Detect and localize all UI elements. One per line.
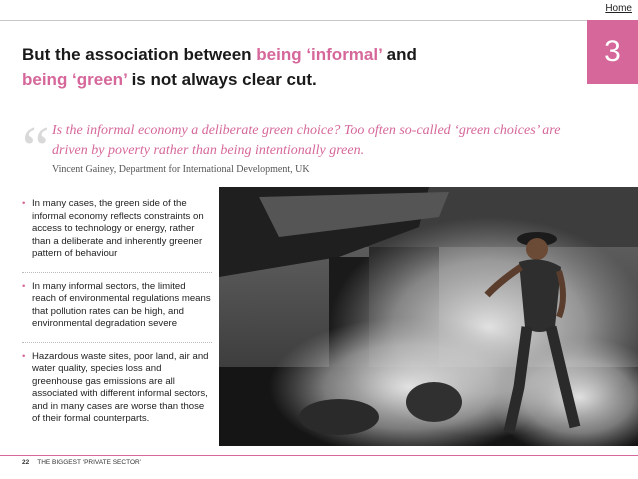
- title-part-1: But the association between: [22, 45, 257, 64]
- header-rule: [0, 20, 587, 21]
- quote-attribution: Vincent Gainey, Department for International Development, UK: [52, 164, 310, 175]
- list-item: [22, 281, 212, 331]
- publication-title: THE BIGGEST ‘PRIVATE SECTOR’: [37, 459, 142, 466]
- title-highlight-informal: being ‘informal’: [256, 45, 382, 64]
- list-item: [22, 351, 212, 426]
- title-part-2: and: [381, 45, 417, 64]
- list-item: [22, 198, 212, 261]
- divider: [22, 342, 212, 343]
- page-number: 22: [22, 459, 30, 466]
- photo-waste-worker: [219, 187, 638, 446]
- title-part-3: is not always clear cut.: [126, 70, 317, 89]
- title-highlight-green: being ‘green’: [22, 70, 127, 89]
- divider: [22, 272, 212, 273]
- bullet-icon: •: [22, 198, 26, 209]
- page-title: [22, 42, 502, 92]
- footer: [22, 459, 141, 466]
- bullet-text: In many cases, the green side of the informal economy reflects constraints on access to technology or energy, rather than a deliberate and inherently greener pattern of behaviour: [32, 198, 204, 259]
- quote-mark-icon: “: [22, 115, 50, 183]
- bullet-text: In many informal sectors, the limited reach of environmental regulations means that pollution rates can be high, and environmental degradation severe: [32, 280, 211, 329]
- chapter-number-badge: 3: [587, 20, 638, 84]
- home-link[interactable]: Home: [605, 3, 632, 14]
- bullet-icon: •: [22, 350, 26, 362]
- pull-quote: Is the informal economy a deliberate green choice? Too often so-called ‘green choices’ are driven by poverty rather than being intentionally green.: [52, 123, 561, 158]
- bullet-text: Hazardous waste sites, poor land, air and water quality, species loss and greenhouse gas emissions are all associated with different informal sectors, and in many cases are worse than those of their formal counterparts.: [32, 350, 209, 424]
- bullet-list: [22, 198, 212, 437]
- bullet-icon: •: [22, 280, 26, 292]
- footer-rule: [0, 455, 638, 456]
